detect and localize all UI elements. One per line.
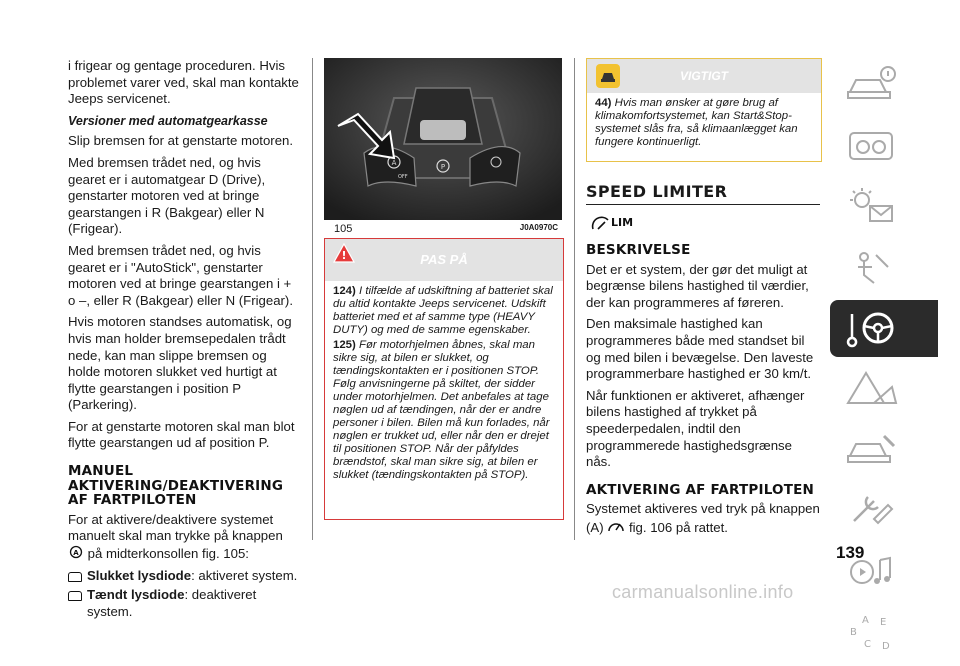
note-number: 44) [595, 97, 612, 109]
page-number: 139 [836, 543, 865, 562]
list-item [68, 568, 300, 585]
tab-lights[interactable] [830, 178, 938, 235]
chapter-sidebar [830, 56, 960, 666]
tab-starting-driving[interactable] [830, 300, 938, 357]
svg-text:LIM: LIM [611, 215, 634, 229]
speed-limiter-icon [590, 211, 820, 238]
tab-technical[interactable] [830, 483, 938, 540]
paragraph: i frigear og gentage proceduren. Hvis problemet varer ved, skal man kontakte Jeeps servicenet. [68, 58, 299, 107]
off-label: OFF [398, 174, 408, 180]
note-text: Hvis man ønsker at gøre brug af klimakomfortsystemet, kan Start&Stop-systemet slås fra, så klimaanlægget kan fungere kontinuerligt. [595, 97, 798, 148]
svg-text:A: A [73, 548, 79, 557]
caution-header [325, 239, 563, 281]
paragraph-text: For at aktivere/deaktivere systemet manuelt skal man trykke på knappen [68, 511, 283, 544]
tab-service[interactable] [830, 422, 938, 479]
left-column [68, 58, 300, 622]
watermark: carmanualsonline.info [612, 582, 794, 602]
speedometer-icon [607, 518, 625, 539]
svg-text:P: P [440, 163, 446, 171]
car-info-icon [844, 62, 900, 106]
safety-icon [844, 245, 900, 289]
figure-number: 105 [334, 223, 353, 235]
bullet-text: : deaktiveret system. [87, 586, 257, 619]
car-service-icon [844, 428, 900, 472]
list-item [68, 587, 300, 620]
paragraph [586, 501, 820, 538]
index-letter: D [882, 641, 890, 652]
important-note [587, 93, 821, 149]
index-letter: C [864, 639, 871, 650]
bullet-text: : aktiveret system. [191, 568, 298, 584]
steering-wheel-icon [844, 306, 900, 350]
auto-start-stop-icon [68, 545, 84, 564]
note-number: 125) [333, 339, 356, 351]
warning-road-icon [844, 367, 900, 411]
paragraph [68, 512, 300, 564]
caution-title: PAS PÅ [420, 252, 468, 267]
paragraph: Med bremsen trådet ned, og hvis gearet er i "AutoStick", genstarter motoren ved at bringe gearstangen i + o –, eller R (Bakgear) eller N (Frigear). [68, 242, 293, 308]
car-bullet-icon [68, 572, 82, 582]
dashboard-icon [844, 123, 900, 167]
note [595, 97, 813, 149]
note [333, 339, 555, 482]
index-letter: B [850, 627, 857, 638]
column-divider [312, 58, 313, 540]
paragraph: For at genstarte motoren skal man blot flytte gearstangen ud af position P. [68, 418, 295, 451]
note-number: 124) [333, 285, 356, 297]
section-heading: MANUEL AKTIVERING/DEAKTIVERING AF FARTPILOTEN [68, 463, 284, 509]
note [333, 285, 555, 337]
figure-code: J0A0970C [519, 223, 558, 232]
column-divider [574, 58, 575, 540]
paragraph: Det er et system, der gør det muligt at begrænse bilens hastighed til værdier, der kan programmeres af føreren. [586, 261, 809, 310]
paragraph: Hvis motoren standses automatisk, og hvis man holder bremsepedalen trådt nede, kan man slippe bremsen og holde motoren slukket ved hurtigt at flytte gearstangen i position P (Parkering). [68, 314, 292, 413]
chapter-title: SPEED LIMITER [586, 184, 820, 205]
paragraph: Med bremsen trådet ned, og hvis gearet er i automatgear D (Drive), genstarter motoren ved at bringe gearstangen i R (Bakgear) eller N (Frigear). [68, 154, 266, 237]
tab-car-info[interactable] [830, 56, 938, 113]
tab-safety[interactable] [830, 239, 938, 296]
svg-text:!: ! [341, 249, 347, 262]
caution-box [324, 238, 564, 520]
tab-dashboard[interactable] [830, 117, 938, 174]
important-box [586, 58, 822, 162]
right-column [586, 170, 820, 544]
paragraph: Den maksimale hastighed kan programmeres både med standset bil og med bilen i bevægelse. Den laveste programmerbare hastighed er 30 km/t. [586, 316, 814, 382]
paragraph-text: Systemet aktiveres ved tryk på knappen [586, 501, 820, 517]
lights-mail-icon [844, 184, 900, 228]
note-text: I tilfælde af udskiftning af batteriet skal du altid kontakte Jeeps servicenet. Udskift batteriet med et af samme type (HEAVY DUTY) og med de samme egenskaber. [333, 285, 553, 336]
figure-105-photo [324, 58, 562, 220]
tab-index[interactable] [830, 605, 938, 662]
bullet-label: Slukket lysdiode [87, 568, 192, 584]
paragraph-text: (A) [586, 519, 604, 535]
paragraph-text: på midterkonsollen fig. 105: [87, 545, 249, 561]
index-icon [844, 611, 900, 655]
index-letter: E [880, 617, 887, 628]
tab-emergency[interactable] [830, 361, 938, 418]
section-heading: BESKRIVELSE [586, 242, 691, 259]
paragraph: Slip bremsen for at genstarte motoren. [68, 133, 294, 149]
index-letter: A [862, 615, 869, 626]
important-title: VIGTIGT [680, 69, 728, 83]
svg-text:A: A [391, 159, 397, 167]
paragraph: Når funktionen er aktiveret, afhænger bilens hastighed af trykket på speederpedalen, indtil den programmerede hastighedsgrænse nås. [586, 387, 805, 470]
caution-notes [325, 281, 563, 482]
car-bullet-icon [68, 591, 82, 601]
paragraph-text: fig. 106 på rattet. [628, 519, 728, 535]
section-heading: AKTIVERING AF FARTPILOTEN [586, 481, 815, 498]
important-header [587, 59, 821, 93]
tools-icon [844, 489, 900, 533]
note-text: Før motorhjelmen åbnes, skal man sikre sig, at bilen er slukket, og tændingskontakten er i positionen STOP. Følg anvisningerne på skiltet, der sidder under motorhjelmen. Det anbefales at tage nøglen ud af tændingen, når der er andre personer i bilen. Bilen må kun forlades, når nøglen er trukket ud, eller når den er drejet til positionen STOP. Når der påfyldes brændstof, skal man sikre sig, at bilen er slukket (tændingskontakten på STOP). [333, 339, 550, 481]
subheading: Versioner med automatgearkasse [68, 113, 268, 128]
bullet-label: Tændt lysdiode [87, 586, 185, 602]
